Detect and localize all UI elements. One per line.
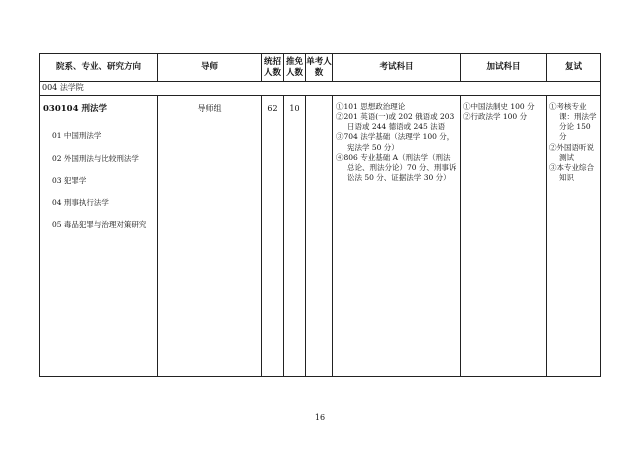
retest-item: ③本专业综合知识 bbox=[549, 162, 594, 182]
header-dept: 院系、专业、研究方向 bbox=[40, 54, 158, 82]
header-additional: 加试科目 bbox=[461, 54, 547, 82]
header-single: 单考人数 bbox=[306, 54, 333, 82]
additional-subject: ②行政法学 100 分 bbox=[463, 112, 528, 122]
exam-subject-list bbox=[333, 102, 460, 183]
direction-list bbox=[40, 131, 157, 230]
major-name: 030104 刑法学 bbox=[43, 104, 107, 114]
header-exempt: 推免人数 bbox=[284, 54, 306, 82]
exam-subject: ③704 法学基础（法理学 100 分，宪法学 50 分） bbox=[336, 132, 455, 152]
major-cell bbox=[40, 96, 158, 377]
page-number: 16 bbox=[314, 413, 326, 422]
direction-item: 01 中国刑法学 bbox=[52, 131, 102, 141]
retest-item: ①考核专业课：刑法学分论 150 分 bbox=[549, 102, 597, 142]
exempt-count: 10 bbox=[284, 96, 306, 377]
direction-item: 03 犯罪学 bbox=[52, 175, 87, 185]
enroll-count: 62 bbox=[262, 96, 284, 377]
header-tutor: 导师 bbox=[158, 54, 262, 82]
header-retest: 复试 bbox=[547, 54, 601, 82]
header-exam: 考试科目 bbox=[333, 54, 461, 82]
major-row bbox=[40, 96, 601, 377]
retest-item: ②外国语听说测试 bbox=[549, 142, 594, 162]
additional-cell bbox=[461, 96, 547, 377]
exam-subject: ④806 专业基础 A（刑法学（刑法总论、刑法分论）70 分、刑事诉讼法 50 分、证据法学 30 分） bbox=[336, 152, 457, 182]
direction-item: 04 刑事执行法学 bbox=[52, 197, 109, 207]
additional-subject: ①中国法制史 100 分 bbox=[463, 102, 535, 111]
header-row bbox=[40, 54, 601, 82]
exam-subject: ①101 思想政治理论 bbox=[336, 102, 406, 111]
direction-item: 05 毒品犯罪与治理对策研究 bbox=[52, 219, 147, 229]
additional-subject-list bbox=[461, 102, 546, 122]
exam-subject: ②201 英语(一)或 202 俄语或 203 日语或 244 德语或 245 法语 bbox=[336, 112, 455, 132]
admission-table bbox=[39, 53, 601, 377]
direction-item: 02 外国刑法与比较刑法学 bbox=[52, 153, 139, 163]
single-count bbox=[306, 96, 333, 377]
retest-cell bbox=[547, 96, 601, 377]
school-row bbox=[40, 82, 601, 96]
school-name: 004 法学院 bbox=[40, 82, 601, 96]
tutor-cell: 导师组 bbox=[158, 96, 262, 377]
header-enroll: 统招人数 bbox=[262, 54, 284, 82]
exam-cell bbox=[333, 96, 461, 377]
retest-list bbox=[547, 102, 600, 183]
